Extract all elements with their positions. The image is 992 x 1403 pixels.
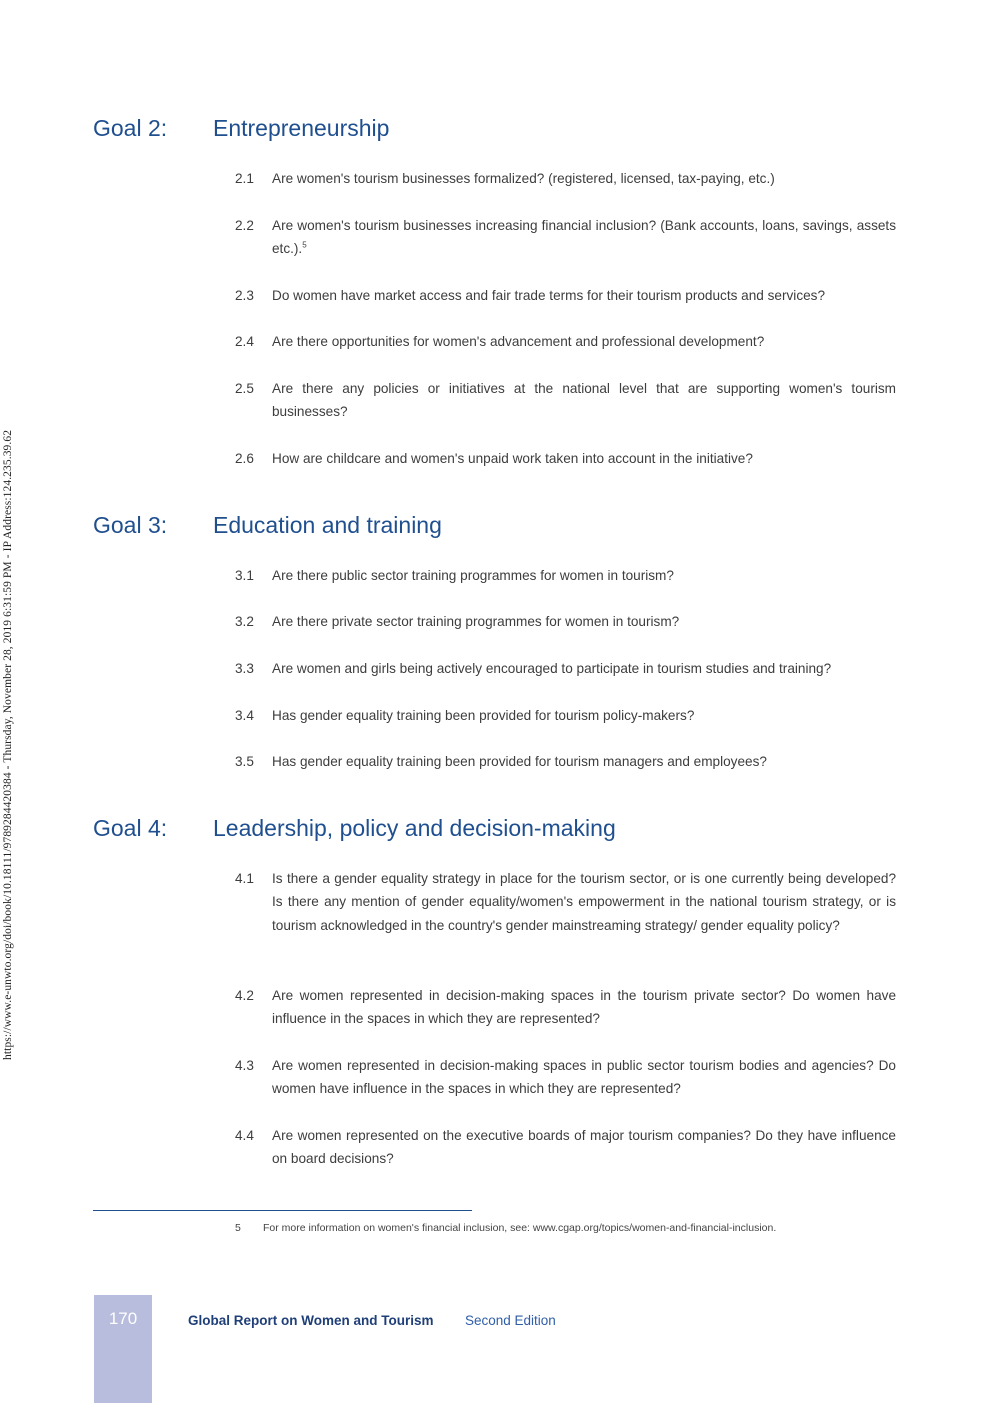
question-number: 3.3 [235,661,254,676]
question-item [235,330,896,353]
question-number: 3.2 [235,614,254,629]
question-text: Are there private sector training programmes for women in tourism? [272,614,680,629]
question-number: 4.1 [235,871,254,886]
question-number: 2.4 [235,334,254,349]
question-item [235,447,896,470]
question-text: Are women represented in decision-making spaces in public sector tourism bodies and agencies? Do women have influence in the spaces in which they are represented? [272,1058,896,1097]
footnote-divider [93,1210,472,1211]
question-text: How are childcare and women's unpaid work taken into account in the initiative? [272,451,753,466]
question-item [235,657,896,680]
page-number: 170 [108,1309,138,1328]
running-footer-title: Global Report on Women and Tourism [188,1313,434,1328]
question-text: Are there public sector training programmes for women in tourism? [272,568,674,583]
question-item [235,984,896,1031]
question-text: Has gender equality training been provided for tourism policy-makers? [272,708,695,723]
question-item [235,704,896,727]
question-text: Are women represented in decision-making spaces in the tourism private sector? Do women have influence in the spaces in which they are represented? [272,988,896,1027]
question-item [235,214,896,261]
question-number: 2.2 [235,218,254,233]
question-number: 4.4 [235,1128,254,1143]
question-number: 3.1 [235,568,254,583]
question-text: Has gender equality training been provided for tourism managers and employees? [272,754,767,769]
goal-label: Goal 3: [93,512,168,538]
footnote [235,1222,776,1234]
question-item [235,564,896,587]
question-number: 3.4 [235,708,254,723]
goal-title: Entrepreneurship [213,115,390,141]
question-item [235,167,896,190]
question-number: 2.6 [235,451,254,466]
goal-title: Education and training [213,512,442,538]
question-number: 3.5 [235,754,254,769]
goal-title: Leadership, policy and decision-making [213,815,616,841]
question-text: Are there any policies or initiatives at the national level that are supporting women's tourism businesses? [272,381,896,420]
question-text: Is there a gender equality strategy in place for the tourism sector, or is one currently being developed? Is there any mention of gender equality/women's empowerment in the national tourism strategy, or is tourism acknowledged in the country's gender mainstreaming strategy/ gender equality policy? [272,871,896,933]
question-number: 4.2 [235,988,254,1003]
running-footer-edition: Second Edition [465,1313,556,1328]
question-text-with-footnote [272,214,896,261]
question-number: 2.3 [235,288,254,303]
question-text: Are there opportunities for women's advancement and professional development? [272,334,765,349]
question-item [235,610,896,633]
question-text: Are women represented on the executive boards of major tourism companies? Do they have influence on board decisions? [272,1128,896,1167]
question-text: Are women and girls being actively encouraged to participate in tourism studies and training? [272,661,832,676]
question-number: 2.5 [235,381,254,396]
goal-label: Goal 4: [93,815,168,841]
question-item [235,867,896,937]
question-item [235,284,896,307]
question-item [235,377,896,424]
question-text: Are women's tourism businesses formalized? (registered, licensed, tax-paying, etc.) [272,171,775,186]
question-text: Are women's tourism businesses increasing financial inclusion? (Bank accounts, loans, savings, assets etc.). [272,218,896,257]
question-number: 2.1 [235,171,254,186]
footnote-text: For more information on women's financial inclusion, see: www.cgap.org/topics/women-and-financial-inclusion. [263,1222,777,1234]
access-watermark: https://www.e-unwto.org/doi/book/10.18111/9789284420384 - Thursday, November 28, 2019 6:31:59 PM - IP Address:124.235.39.62 [2,429,14,1060]
question-text: Do women have market access and fair trade terms for their tourism products and services? [272,288,826,303]
question-item [235,750,896,773]
question-number: 4.3 [235,1058,254,1073]
page-number-tab [94,1295,152,1403]
question-item [235,1124,896,1171]
goal-label: Goal 2: [93,115,168,141]
question-item [235,1054,896,1101]
footnote-number: 5 [235,1222,241,1234]
footnote-reference[interactable]: 5 [302,240,307,250]
